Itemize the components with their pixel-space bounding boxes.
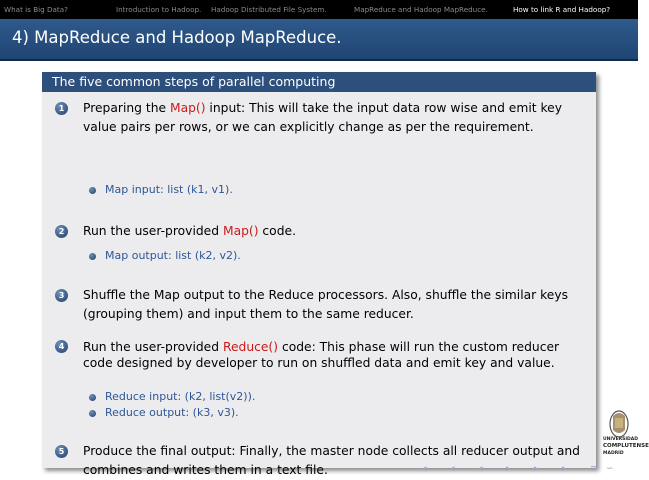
- nav-tab-hdfs[interactable]: Hadoop Distributed File System.: [211, 5, 327, 14]
- nav-tab-mapreduce[interactable]: MapReduce and Hadoop MapReduce.: [354, 5, 488, 14]
- content-block: [42, 72, 596, 477]
- step-text: Shuffle the Map output to the Reduce processors. Also, shuffle the similar keys (grouping them) and input them to the same reducer.: [83, 288, 569, 321]
- nav-next-frame-icon[interactable]: ▸: [534, 464, 539, 474]
- step-number: 4: [55, 340, 68, 353]
- bullet-icon: [89, 187, 96, 194]
- logo-text-2: COMPLUTENSE: [603, 443, 649, 449]
- section-navigation: [0, 0, 638, 19]
- step-3: [55, 286, 590, 324]
- nav-appendix-icon[interactable]: ≡: [590, 464, 598, 474]
- nav-last-icon[interactable]: ▸: [562, 464, 567, 474]
- nav-first-icon[interactable]: ◂: [422, 464, 427, 474]
- step-2-subitem: Map output: list (k2, v2).: [105, 249, 241, 262]
- slide-title: 4) MapReduce and Hadoop MapReduce.: [12, 28, 342, 47]
- step-text: Run the user-provided Reduce() code: This phase will run the custom reducer code designed by developer to run on shuffled data and emit key and value.: [83, 340, 560, 370]
- step-2: [55, 222, 590, 241]
- block-body: [42, 92, 596, 477]
- block-title: The five common steps of parallel computing: [42, 72, 596, 92]
- logo-text-3: MADRID: [603, 451, 624, 456]
- nav-tab-intro-hadoop[interactable]: Introduction to Hadoop.: [116, 5, 202, 14]
- bullet-icon: [89, 394, 96, 401]
- nav-tab-link-r-hadoop[interactable]: How to link R and Hadoop?: [513, 5, 611, 14]
- step-4-subitem-1: Reduce input: (k2, list(v2)).: [105, 390, 255, 403]
- step-text: Preparing the Map() input: This will take the input data row wise and emit key value pairs per rows, or we can explicitly change as per the requirement.: [83, 101, 562, 134]
- beamer-navigation-controls: [420, 464, 636, 476]
- nav-next-section-icon[interactable]: ▸: [506, 464, 511, 474]
- slide-title-bar: [0, 19, 638, 61]
- step-number: 1: [55, 102, 68, 115]
- logo-text-1: UNIVERSIDAD: [603, 437, 638, 442]
- step-1-subitem: Map input: list (k1, v1).: [105, 183, 233, 196]
- step-4: [55, 339, 590, 371]
- step-text: Produce the final output: Finally, the master node collects all reducer output and combines and writes them in a text file.: [83, 444, 580, 477]
- bullet-icon: [89, 253, 96, 260]
- step-1: [55, 99, 590, 137]
- step-number: 2: [55, 225, 68, 238]
- step-number: 3: [55, 289, 68, 302]
- nav-prev-section-icon[interactable]: ◂: [478, 464, 483, 474]
- nav-tab-big-data[interactable]: What is Big Data?: [4, 5, 68, 14]
- nav-prev-frame-icon[interactable]: ◂: [450, 464, 455, 474]
- search-icon[interactable]: ∽: [606, 464, 614, 474]
- step-4-subitem-2: Reduce output: (k3, v3).: [105, 406, 239, 419]
- step-text: Run the user-provided Map() code.: [83, 224, 296, 238]
- bullet-icon: [89, 410, 96, 417]
- step-number: 5: [55, 445, 68, 458]
